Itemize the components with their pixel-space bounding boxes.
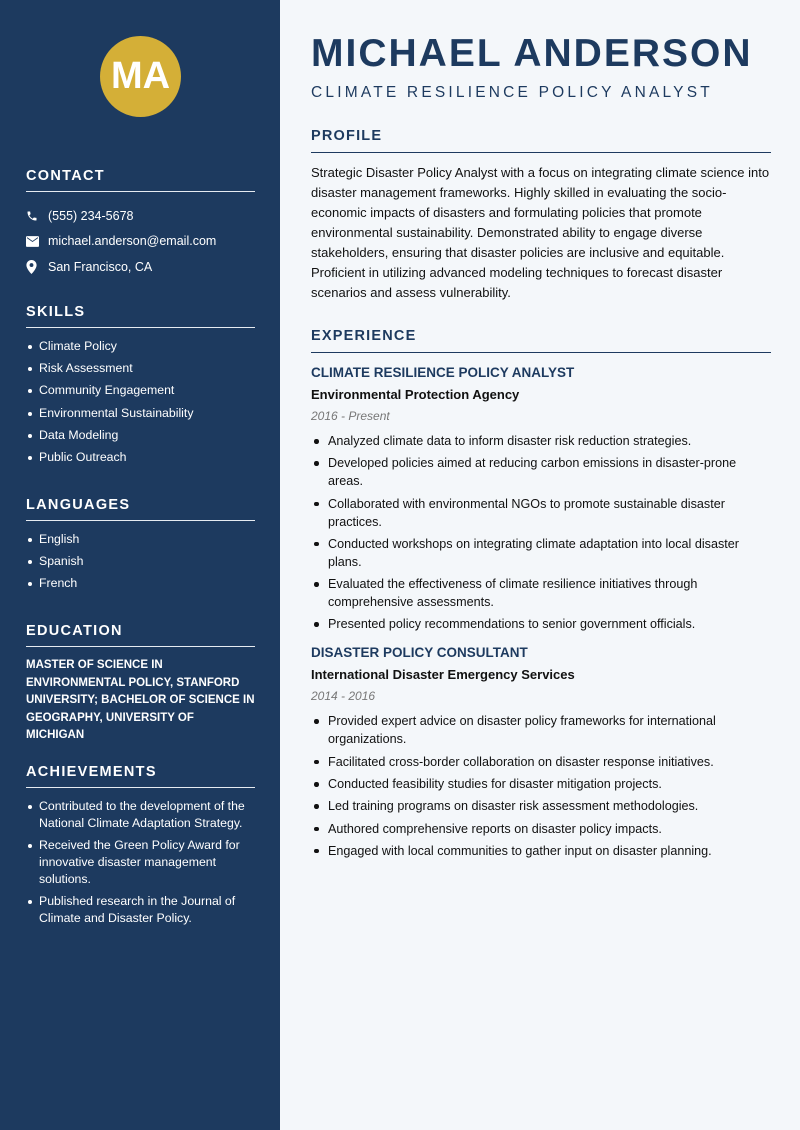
profile-title: PROFILE (311, 128, 771, 153)
skill-item: Climate Policy (26, 338, 255, 355)
phone-icon (26, 210, 48, 222)
language-item: English (26, 531, 255, 548)
skill-item: Environmental Sustainability (26, 405, 255, 422)
job-company: International Disaster Emergency Services (311, 667, 575, 683)
skills-title: SKILLS (26, 304, 255, 328)
contact-title: CONTACT (26, 168, 255, 192)
achievement-item: Contributed to the development of the National Climate Adaptation Strategy. (26, 798, 255, 832)
skill-item: Public Outreach (26, 449, 255, 466)
contact-section (26, 168, 255, 280)
skills-list (26, 338, 255, 466)
education-title: EDUCATION (26, 623, 255, 647)
contact-email[interactable] (26, 229, 255, 255)
job-bullet: Developed policies aimed at reducing carbon emissions in disaster-prone areas. (311, 454, 771, 490)
job-bullet: Conducted workshops on integrating climate adaptation into local disaster plans. (311, 535, 771, 571)
achievements-list (26, 798, 255, 927)
experience-title: EXPERIENCE (311, 328, 771, 353)
experience-section (311, 328, 771, 864)
achievements-section (26, 764, 255, 933)
languages-list (26, 531, 255, 592)
job-bullet: Presented policy recommendations to senior government officials. (311, 615, 771, 633)
job-bullet: Engaged with local communities to gather input on disaster planning. (311, 842, 771, 860)
achievement-item: Received the Green Policy Award for innovative disaster management solutions. (26, 837, 255, 888)
candidate-title: CLIMATE RESILIENCE POLICY ANALYST (311, 84, 713, 101)
contact-location-text: San Francisco, CA (48, 259, 153, 274)
education-text: MASTER OF SCIENCE IN ENVIRONMENTAL POLICY, STANFORD UNIVERSITY; BACHELOR OF SCIENCE IN GEOGRAPHY, UNIVERSITY OF MICHIGAN (26, 659, 255, 741)
job-bullet: Collaborated with environmental NGOs to promote sustainable disaster practices. (311, 495, 771, 531)
language-item: French (26, 575, 255, 592)
contact-phone (26, 203, 255, 229)
job-bullet: Evaluated the effectiveness of climate resilience initiatives through comprehensive assessments. (311, 575, 771, 611)
job-bullet: Facilitated cross-border collaboration on disaster response initiatives. (311, 753, 771, 771)
contact-phone-text: (555) 234-5678 (48, 208, 134, 223)
languages-section (26, 497, 255, 598)
skill-item: Data Modeling (26, 427, 255, 444)
job-entry (311, 365, 771, 633)
job-bullets (311, 432, 771, 633)
job-bullet: Conducted feasibility studies for disaster mitigation projects. (311, 775, 771, 793)
achievement-item: Published research in the Journal of Climate and Disaster Policy. (26, 893, 255, 927)
job-bullet: Analyzed climate data to inform disaster risk reduction strategies. (311, 432, 771, 450)
skill-item: Risk Assessment (26, 360, 255, 377)
job-bullet: Authored comprehensive reports on disaster policy impacts. (311, 820, 771, 838)
education-section (26, 623, 255, 745)
location-pin-icon (26, 260, 48, 274)
contact-list (26, 203, 255, 280)
job-entry (311, 645, 771, 859)
achievements-title: ACHIEVEMENTS (26, 764, 255, 788)
job-role: CLIMATE RESILIENCE POLICY ANALYST (311, 365, 575, 380)
profile-text: Strategic Disaster Policy Analyst with a focus on integrating climate science into disaster management frameworks. Highly skilled in evaluating the socio-economic impacts of disasters and formulating policies that promote environmental sustainability. Demonstrated ability to engage diverse stakeholders, ensuring that disaster policies are inclusive and equitable. Proficient in utilizing advanced modeling techniques to forecast disaster scenarios and assess vulnerability. (311, 165, 770, 300)
avatar-initials: MA (100, 36, 181, 117)
contact-location (26, 254, 255, 280)
profile-section (311, 128, 771, 303)
job-dates: 2014 - 2016 (311, 689, 376, 704)
sidebar (0, 0, 280, 1130)
contact-email-text[interactable]: michael.anderson@email.com (48, 234, 217, 249)
job-company: Environmental Protection Agency (311, 387, 520, 402)
candidate-name: MICHAEL ANDERSON (311, 32, 753, 75)
languages-title: LANGUAGES (26, 497, 255, 521)
skills-section (26, 304, 255, 471)
job-bullet: Led training programs on disaster risk assessment methodologies. (311, 797, 771, 815)
job-role: DISASTER POLICY CONSULTANT (311, 645, 528, 661)
skill-item: Community Engagement (26, 382, 255, 399)
language-item: Spanish (26, 553, 255, 570)
job-dates: 2016 - Present (311, 409, 390, 423)
job-bullet: Provided expert advice on disaster policy frameworks for international organizations. (311, 712, 771, 748)
mail-icon (26, 236, 48, 247)
job-bullets (311, 712, 771, 859)
